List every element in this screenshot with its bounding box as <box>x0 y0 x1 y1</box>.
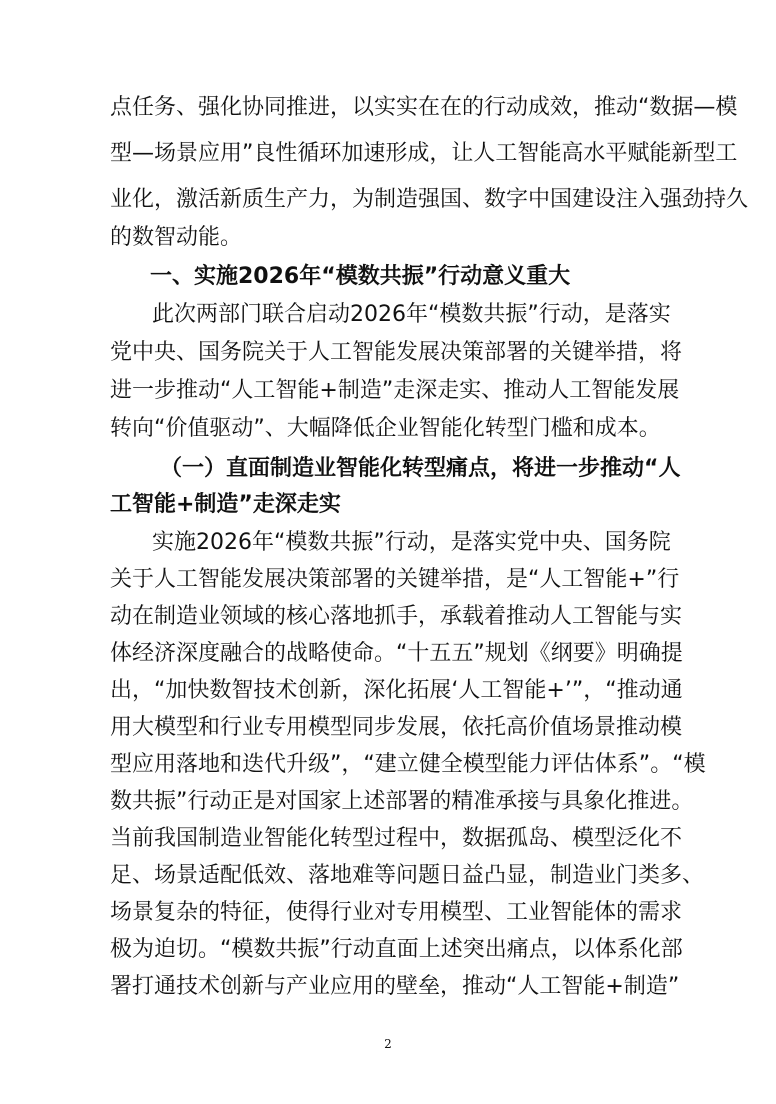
intro-line-2: 型—场景应用”良性循环加速形成，让人工智能高水平赋能新型工 <box>110 141 738 166</box>
intro-line-1: 点任务、强化协同推进，以实实在在的行动成效，推动“数据—模 <box>110 95 738 120</box>
section-paragraph-line-1: 此次两部门联合启动2026年“模数共振”行动，是落实 <box>152 302 671 327</box>
intro-line-3: 业化，激活新质生产力，为制造强国、数字中国建设注入强劲持久 <box>110 187 749 212</box>
subsection-paragraph-line-1: 实施2026年“模数共振”行动，是落实党中央、国务院 <box>152 530 671 555</box>
subsection-paragraph-line-11: 场景复杂的特征，使得行业对专用模型、工业智能体的需求 <box>110 900 683 925</box>
subsection-heading-line-1: （一）直面制造业智能化转型痛点，将进一步推动“人 <box>160 456 681 481</box>
subsection-paragraph-line-13: 署打通技术创新与产业应用的壁垒，推动“人工智能+制造” <box>110 974 680 999</box>
subsection-heading-line-2: 工智能+制造”走深走实 <box>110 492 341 517</box>
subsection-paragraph-line-6: 用大模型和行业专用模型同步发展，依托高价值场景推动模 <box>110 715 683 740</box>
subsection-paragraph-line-10: 足、场景适配低效、落地难等问题日益凸显，制造业门类多、 <box>110 863 705 888</box>
subsection-paragraph-line-2: 关于人工智能发展决策部署的关键举措，是“人工智能+”行 <box>110 567 680 592</box>
subsection-paragraph-line-3: 动在制造业领域的核心落地抓手，承载着推动人工智能与实 <box>110 604 683 629</box>
subsection-paragraph-line-9: 当前我国制造业智能化转型过程中，数据孤岛、模型泛化不 <box>110 826 683 851</box>
subsection-paragraph-line-4: 体经济深度融合的战略使命。“十五五”规划《纲要》明确提 <box>110 641 683 666</box>
section-paragraph-line-4: 转向“价值驱动”、大幅降低企业智能化转型门槛和成本。 <box>110 416 661 441</box>
subsection-paragraph-line-5: 出，“加快数智技术创新，深化拓展‘人工智能+’”，“推动通 <box>110 678 683 703</box>
intro-line-4: 的数智动能。 <box>110 225 243 250</box>
subsection-paragraph-line-8: 数共振”行动正是对国家上述部署的精准承接与具象化推进。 <box>110 789 694 814</box>
subsection-paragraph-line-12: 极为迫切。“模数共振”行动直面上述突出痛点，以体系化部 <box>110 937 683 962</box>
page-number: 2 <box>384 1037 392 1051</box>
section-heading: 一、实施2026年“模数共振”行动意义重大 <box>150 264 571 289</box>
section-paragraph-line-3: 进一步推动“人工智能+制造”走深走实、推动人工智能发展 <box>110 378 680 403</box>
section-paragraph-line-2: 党中央、国务院关于人工智能发展决策部署的关键举措，将 <box>110 340 683 365</box>
subsection-paragraph-line-7: 型应用落地和迭代升级”，“建立健全模型能力评估体系”。“模 <box>110 752 706 777</box>
